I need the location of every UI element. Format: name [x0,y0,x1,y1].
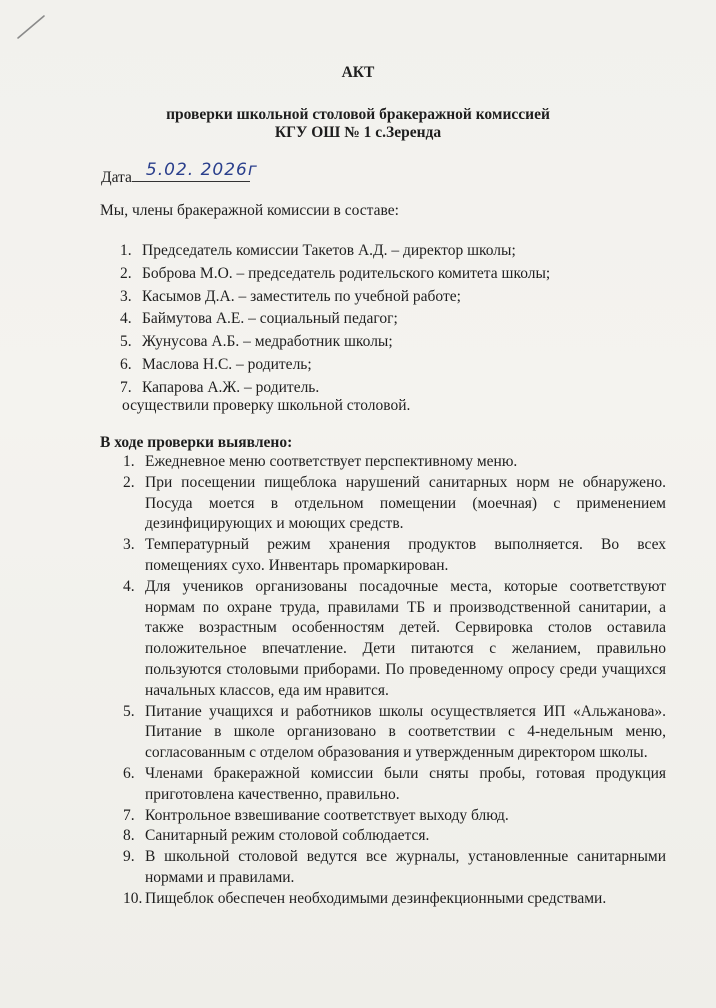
list-item: 6. Маслова Н.С. – родитель; [120,355,312,373]
list-item: 5. Жунусова А.Б. – медработник школы; [120,333,393,351]
date-row [101,160,258,187]
list-item: 7. Капарова А.Ж. – родитель. [120,378,320,396]
list-item: 3. Касымов Д.А. – заместитель по учебной работе; [120,287,461,305]
pencil-mark-icon [14,10,48,44]
list-item: 3. Температурный режим хранения продуктов выполняется. Во всех помещениях сухо. Инвентарь промаркирован. [123,536,666,574]
list-item: 7. Контрольное взвешивание соответствует выходу блюд. [123,806,509,824]
list-item: 4. Для учеников организованы посадочные места, которые соответствуют нормам по охране труда, правилами ТБ и производственной санитарии, а также возрастным особенностям детей. Сервировка столов оставила положительное впечатление. Дети питаются с желанием, правильно пользуются столовыми приборами. По проведенному опросу среди учащихся начальных классов, еда им нравится. [123,577,666,699]
list-item: 1. Ежедневное меню соответствует перспективному меню. [123,453,518,470]
findings-heading: В ходе проверки выявлено: [100,434,293,451]
members-list [120,240,550,400]
list-item: 10. Пищеблок обеспечен необходимыми дезинфекционными средствами. [123,889,607,907]
document-subtitle-line2: КГУ ОШ № 1 с.Зеренда [274,124,442,141]
list-item: 4. Баймутова А.Е. – социальный педагог; [120,310,398,328]
list-item: 2. При посещении пищеблока нарушений санитарных норм не обнаружено. Посуда моется в отдельном помещении (моечная) с применением дезинфицирующих и моющих средств. [123,473,666,533]
list-item: 2. Боброва М.О. – председатель родительского комитета школы; [120,264,551,282]
list-item: 6. Членами бракеражной комиссии были сняты пробы, готовая продукция приготовлена качественно, правильно. [123,764,666,803]
document-title: АКТ [341,64,375,81]
findings-list [100,452,666,910]
list-item: 9. В школьной столовой ведутся все журналы, установленные санитарными нормами и правилами. [123,848,666,886]
list-item: 1. Председатель комиссии Такетов А.Д. – директор школы; [120,242,516,259]
date-field [132,160,258,182]
handwritten-date: 5.02. 2026г [145,160,258,180]
date-label: Дата [101,169,132,186]
list-item: 5. Питание учащихся и работников школы осуществляется ИП «Альжанова». Питание в школе организовано в соответствии с 4-недельным меню, согласованным с отделом образования и утвержденным директором школы. [123,702,666,762]
checked-statement: осуществили проверку школьной столовой. [122,397,411,414]
document-subtitle-line1: проверки школьной столовой бракеражной комиссией [166,106,550,123]
list-item: 8. Санитарный режим столовой соблюдается. [123,827,430,845]
intro-text: Мы, члены бракеражной комиссии в составе: [100,202,399,219]
